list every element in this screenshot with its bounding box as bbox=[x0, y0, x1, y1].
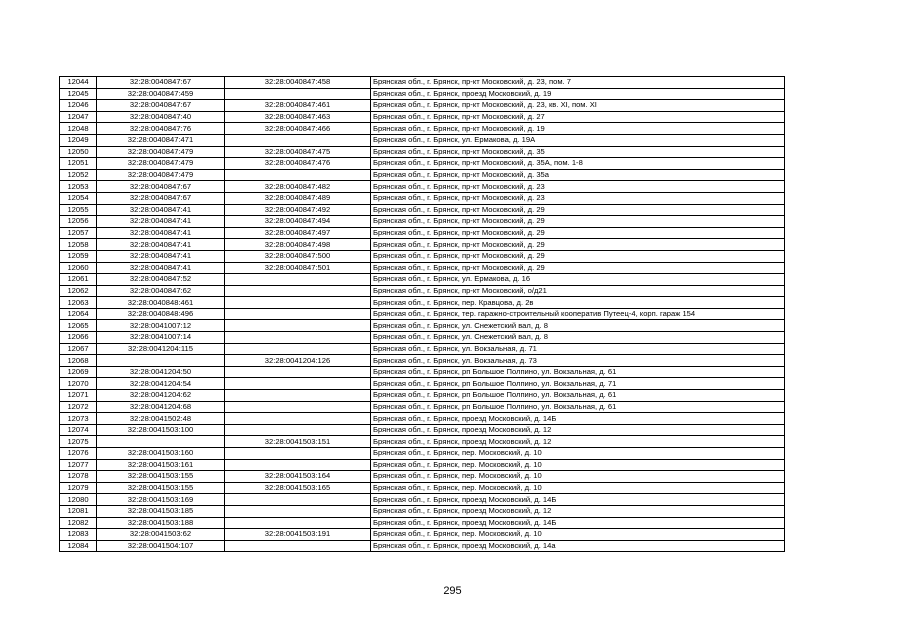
cadastral-number-cell: 32:28:0040847:41 bbox=[97, 250, 225, 262]
address-cell: Брянская обл., г. Брянск, пер. Кравцова, д. 2в bbox=[371, 297, 785, 309]
object-number-cell bbox=[225, 274, 371, 286]
cadastral-number-cell: 32:28:0040847:67 bbox=[97, 77, 225, 89]
address-cell: Брянская обл., г. Брянск, пр-кт Московский, д. 29 bbox=[371, 216, 785, 228]
address-cell: Брянская обл., г. Брянск, пер. Московский, д. 10 bbox=[371, 482, 785, 494]
cadastral-number-cell: 32:28:0040847:479 bbox=[97, 169, 225, 181]
address-cell: Брянская обл., г. Брянск, пр-кт Московский, д. 35А, пом. 1-8 bbox=[371, 158, 785, 170]
object-number-cell bbox=[225, 366, 371, 378]
table-row bbox=[60, 134, 785, 146]
row-number-cell: 12048 bbox=[60, 123, 97, 135]
object-number-cell: 32:28:0041503:165 bbox=[225, 482, 371, 494]
table-row bbox=[60, 448, 785, 460]
table-row bbox=[60, 216, 785, 228]
row-number-cell: 12084 bbox=[60, 540, 97, 552]
row-number-cell: 12061 bbox=[60, 274, 97, 286]
table-row bbox=[60, 471, 785, 483]
table-row bbox=[60, 308, 785, 320]
cadastral-number-cell: 32:28:0041204:68 bbox=[97, 401, 225, 413]
cadastral-number-cell: 32:28:0041502:48 bbox=[97, 413, 225, 425]
object-number-cell: 32:28:0040847:476 bbox=[225, 158, 371, 170]
address-cell: Брянская обл., г. Брянск, проезд Московский, д. 14а bbox=[371, 540, 785, 552]
address-cell: Брянская обл., г. Брянск, пер. Московский, д. 10 bbox=[371, 448, 785, 460]
object-number-cell: 32:28:0040847:466 bbox=[225, 123, 371, 135]
object-number-cell: 32:28:0040847:500 bbox=[225, 250, 371, 262]
cadastral-number-cell: 32:28:0041503:188 bbox=[97, 517, 225, 529]
table-row bbox=[60, 262, 785, 274]
row-number-cell: 12067 bbox=[60, 343, 97, 355]
address-cell: Брянская обл., г. Брянск, пр-кт Московский, д. 35а bbox=[371, 169, 785, 181]
row-number-cell: 12069 bbox=[60, 366, 97, 378]
address-cell: Брянская обл., г. Брянск, пр-кт Московский, д. 35 bbox=[371, 146, 785, 158]
row-number-cell: 12081 bbox=[60, 505, 97, 517]
address-cell: Брянская обл., г. Брянск, пр-кт Московский, д. 23, кв. XI, пом. XI bbox=[371, 100, 785, 112]
cadastral-number-cell: 32:28:0040847:479 bbox=[97, 146, 225, 158]
address-cell: Брянская обл., г. Брянск, пр-кт Московский, д. 29 bbox=[371, 227, 785, 239]
table-row bbox=[60, 424, 785, 436]
table-row bbox=[60, 239, 785, 251]
row-number-cell: 12078 bbox=[60, 471, 97, 483]
object-number-cell bbox=[225, 343, 371, 355]
row-number-cell: 12068 bbox=[60, 355, 97, 367]
table-row bbox=[60, 378, 785, 390]
page-number: 295 bbox=[443, 585, 462, 597]
cadastral-number-cell: 32:28:0040847:41 bbox=[97, 227, 225, 239]
table-row bbox=[60, 285, 785, 297]
table-row bbox=[60, 204, 785, 216]
row-number-cell: 12051 bbox=[60, 158, 97, 170]
object-number-cell: 32:28:0041503:151 bbox=[225, 436, 371, 448]
table-row bbox=[60, 77, 785, 89]
row-number-cell: 12062 bbox=[60, 285, 97, 297]
row-number-cell: 12072 bbox=[60, 401, 97, 413]
cadastral-number-cell bbox=[97, 436, 225, 448]
row-number-cell: 12056 bbox=[60, 216, 97, 228]
object-number-cell bbox=[225, 332, 371, 344]
object-number-cell: 32:28:0041503:191 bbox=[225, 529, 371, 541]
cadastral-number-cell: 32:28:0040848:461 bbox=[97, 297, 225, 309]
row-number-cell: 12064 bbox=[60, 308, 97, 320]
cadastral-number-cell: 32:28:0040847:41 bbox=[97, 216, 225, 228]
address-cell: Брянская обл., г. Брянск, проезд Московский, д. 14Б bbox=[371, 413, 785, 425]
cadastral-number-cell: 32:28:0041503:62 bbox=[97, 529, 225, 541]
row-number-cell: 12050 bbox=[60, 146, 97, 158]
table-row bbox=[60, 494, 785, 506]
object-number-cell bbox=[225, 424, 371, 436]
row-number-cell: 12075 bbox=[60, 436, 97, 448]
row-number-cell: 12045 bbox=[60, 88, 97, 100]
cadastral-number-cell: 32:28:0040847:76 bbox=[97, 123, 225, 135]
cadastral-number-cell: 32:28:0041503:155 bbox=[97, 482, 225, 494]
row-number-cell: 12046 bbox=[60, 100, 97, 112]
address-cell: Брянская обл., г. Брянск, проезд Московский, д. 12 bbox=[371, 436, 785, 448]
table-row bbox=[60, 366, 785, 378]
address-cell: Брянская обл., г. Брянск, проезд Московский, д. 19 bbox=[371, 88, 785, 100]
cadastral-number-cell: 32:28:0041503:161 bbox=[97, 459, 225, 471]
cadastral-number-cell: 32:28:0041503:185 bbox=[97, 505, 225, 517]
address-cell: Брянская обл., г. Брянск, проезд Московский, д. 12 bbox=[371, 505, 785, 517]
cadastral-number-cell: 32:28:0040847:40 bbox=[97, 111, 225, 123]
table-row bbox=[60, 274, 785, 286]
cadastral-number-cell: 32:28:0040847:67 bbox=[97, 192, 225, 204]
cadastral-number-cell: 32:28:0040847:52 bbox=[97, 274, 225, 286]
table-row bbox=[60, 320, 785, 332]
row-number-cell: 12059 bbox=[60, 250, 97, 262]
table-row bbox=[60, 192, 785, 204]
object-number-cell bbox=[225, 517, 371, 529]
row-number-cell: 12054 bbox=[60, 192, 97, 204]
row-number-cell: 12055 bbox=[60, 204, 97, 216]
cadastral-number-cell: 32:28:0041007:14 bbox=[97, 332, 225, 344]
address-cell: Брянская обл., г. Брянск, рп Большое Полпино, ул. Вокзальная, д. 71 bbox=[371, 378, 785, 390]
object-number-cell: 32:28:0040847:492 bbox=[225, 204, 371, 216]
address-cell: Брянская обл., г. Брянск, ул. Вокзальная, д. 73 bbox=[371, 355, 785, 367]
table-row bbox=[60, 297, 785, 309]
cadastral-number-cell: 32:28:0040847:62 bbox=[97, 285, 225, 297]
address-cell: Брянская обл., г. Брянск, рп Большое Полпино, ул. Вокзальная, д. 61 bbox=[371, 366, 785, 378]
cadastral-number-cell: 32:28:0041204:50 bbox=[97, 366, 225, 378]
address-cell: Брянская обл., г. Брянск, пр-кт Московский, д. 23 bbox=[371, 192, 785, 204]
object-number-cell bbox=[225, 378, 371, 390]
table-row bbox=[60, 529, 785, 541]
object-number-cell: 32:28:0040847:463 bbox=[225, 111, 371, 123]
object-number-cell bbox=[225, 448, 371, 460]
row-number-cell: 12076 bbox=[60, 448, 97, 460]
object-number-cell bbox=[225, 494, 371, 506]
object-number-cell bbox=[225, 169, 371, 181]
table-row bbox=[60, 169, 785, 181]
address-cell: Брянская обл., г. Брянск, ул. Вокзальная, д. 71 bbox=[371, 343, 785, 355]
address-cell: Брянская обл., г. Брянск, пр-кт Московский, д. 19 bbox=[371, 123, 785, 135]
table-row bbox=[60, 413, 785, 425]
object-number-cell bbox=[225, 285, 371, 297]
address-cell: Брянская обл., г. Брянск, рп Большое Полпино, ул. Вокзальная, д. 61 bbox=[371, 401, 785, 413]
table-row bbox=[60, 227, 785, 239]
object-number-cell: 32:28:0041503:164 bbox=[225, 471, 371, 483]
cadastral-number-cell: 32:28:0040848:496 bbox=[97, 308, 225, 320]
table-row bbox=[60, 100, 785, 112]
address-cell: Брянская обл., г. Брянск, пр-кт Московский, д. 29 bbox=[371, 262, 785, 274]
row-number-cell: 12080 bbox=[60, 494, 97, 506]
address-cell: Брянская обл., г. Брянск, пр-кт Московский, д. 29 bbox=[371, 239, 785, 251]
address-cell: Брянская обл., г. Брянск, пер. Московский, д. 10 bbox=[371, 459, 785, 471]
cadastral-number-cell: 32:28:0040847:67 bbox=[97, 100, 225, 112]
object-number-cell bbox=[225, 134, 371, 146]
cadastral-number-cell: 32:28:0041204:115 bbox=[97, 343, 225, 355]
object-number-cell: 32:28:0040847:497 bbox=[225, 227, 371, 239]
object-number-cell: 32:28:0040847:501 bbox=[225, 262, 371, 274]
address-cell: Брянская обл., г. Брянск, пр-кт Московский, д. 29 bbox=[371, 204, 785, 216]
cadastral-number-cell: 32:28:0040847:41 bbox=[97, 239, 225, 251]
row-number-cell: 12066 bbox=[60, 332, 97, 344]
cadastral-number-cell: 32:28:0040847:41 bbox=[97, 204, 225, 216]
address-cell: Брянская обл., г. Брянск, пер. Московский, д. 10 bbox=[371, 471, 785, 483]
row-number-cell: 12052 bbox=[60, 169, 97, 181]
cadastral-number-cell: 32:28:0041503:155 bbox=[97, 471, 225, 483]
table-body bbox=[60, 77, 785, 552]
table-row bbox=[60, 482, 785, 494]
object-number-cell bbox=[225, 505, 371, 517]
object-number-cell: 32:28:0040847:461 bbox=[225, 100, 371, 112]
cadastral-number-cell: 32:28:0041504:107 bbox=[97, 540, 225, 552]
cadastral-number-cell: 32:28:0040847:41 bbox=[97, 262, 225, 274]
row-number-cell: 12083 bbox=[60, 529, 97, 541]
row-number-cell: 12060 bbox=[60, 262, 97, 274]
cadastral-table bbox=[59, 76, 785, 552]
address-cell: Брянская обл., г. Брянск, ул. Снежетский вал, д. 8 bbox=[371, 332, 785, 344]
row-number-cell: 12053 bbox=[60, 181, 97, 193]
table-row bbox=[60, 390, 785, 402]
object-number-cell bbox=[225, 413, 371, 425]
address-cell: Брянская обл., г. Брянск, пр-кт Московский, д. 23 bbox=[371, 181, 785, 193]
object-number-cell bbox=[225, 308, 371, 320]
address-cell: Брянская обл., г. Брянск, пр-кт Московский, о/д21 bbox=[371, 285, 785, 297]
object-number-cell bbox=[225, 540, 371, 552]
cadastral-number-cell: 32:28:0040847:479 bbox=[97, 158, 225, 170]
row-number-cell: 12077 bbox=[60, 459, 97, 471]
object-number-cell bbox=[225, 297, 371, 309]
address-cell: Брянская обл., г. Брянск, тер. гаражно-строительный кооператив Путеец-4, корп. гараж 154 bbox=[371, 308, 785, 320]
cadastral-number-cell: 32:28:0041204:54 bbox=[97, 378, 225, 390]
cadastral-number-cell: 32:28:0040847:459 bbox=[97, 88, 225, 100]
address-cell: Брянская обл., г. Брянск, пр-кт Московский, д. 29 bbox=[371, 250, 785, 262]
table-row bbox=[60, 146, 785, 158]
row-number-cell: 12063 bbox=[60, 297, 97, 309]
object-number-cell bbox=[225, 320, 371, 332]
row-number-cell: 12065 bbox=[60, 320, 97, 332]
address-cell: Брянская обл., г. Брянск, ул. Ермакова, д. 16 bbox=[371, 274, 785, 286]
table-row bbox=[60, 459, 785, 471]
address-cell: Брянская обл., г. Брянск, ул. Ермакова, д. 19А bbox=[371, 134, 785, 146]
address-cell: Брянская обл., г. Брянск, ул. Снежетский вал, д. 8 bbox=[371, 320, 785, 332]
table-row bbox=[60, 401, 785, 413]
address-cell: Брянская обл., г. Брянск, проезд Московский, д. 14Б bbox=[371, 517, 785, 529]
address-cell: Брянская обл., г. Брянск, проезд Московский, д. 12 bbox=[371, 424, 785, 436]
address-cell: Брянская обл., г. Брянск, пр-кт Московский, д. 27 bbox=[371, 111, 785, 123]
object-number-cell: 32:28:0040847:475 bbox=[225, 146, 371, 158]
row-number-cell: 12073 bbox=[60, 413, 97, 425]
cadastral-number-cell: 32:28:0041503:160 bbox=[97, 448, 225, 460]
table-row bbox=[60, 123, 785, 135]
object-number-cell: 32:28:0040847:458 bbox=[225, 77, 371, 89]
object-number-cell: 32:28:0040847:498 bbox=[225, 239, 371, 251]
table-row bbox=[60, 250, 785, 262]
row-number-cell: 12071 bbox=[60, 390, 97, 402]
table-row bbox=[60, 88, 785, 100]
row-number-cell: 12070 bbox=[60, 378, 97, 390]
object-number-cell: 32:28:0041204:126 bbox=[225, 355, 371, 367]
row-number-cell: 12082 bbox=[60, 517, 97, 529]
cadastral-number-cell: 32:28:0040847:471 bbox=[97, 134, 225, 146]
object-number-cell bbox=[225, 88, 371, 100]
object-number-cell: 32:28:0040847:494 bbox=[225, 216, 371, 228]
cadastral-number-cell: 32:28:0041007:12 bbox=[97, 320, 225, 332]
row-number-cell: 12058 bbox=[60, 239, 97, 251]
table-row bbox=[60, 517, 785, 529]
row-number-cell: 12057 bbox=[60, 227, 97, 239]
table-row bbox=[60, 181, 785, 193]
address-cell: Брянская обл., г. Брянск, пр-кт Московский, д. 23, пом. 7 bbox=[371, 77, 785, 89]
address-cell: Брянская обл., г. Брянск, проезд Московский, д. 14Б bbox=[371, 494, 785, 506]
cadastral-number-cell: 32:28:0041503:100 bbox=[97, 424, 225, 436]
cadastral-number-cell bbox=[97, 355, 225, 367]
row-number-cell: 12044 bbox=[60, 77, 97, 89]
row-number-cell: 12049 bbox=[60, 134, 97, 146]
table-row bbox=[60, 540, 785, 552]
table-row bbox=[60, 158, 785, 170]
table-row bbox=[60, 436, 785, 448]
row-number-cell: 12079 bbox=[60, 482, 97, 494]
row-number-cell: 12047 bbox=[60, 111, 97, 123]
cadastral-number-cell: 32:28:0040847:67 bbox=[97, 181, 225, 193]
object-number-cell bbox=[225, 401, 371, 413]
address-cell: Брянская обл., г. Брянск, пер. Московский, д. 10 bbox=[371, 529, 785, 541]
table-row bbox=[60, 505, 785, 517]
table-row bbox=[60, 332, 785, 344]
table-row bbox=[60, 343, 785, 355]
object-number-cell bbox=[225, 390, 371, 402]
table-row bbox=[60, 355, 785, 367]
address-cell: Брянская обл., г. Брянск, рп Большое Полпино, ул. Вокзальная, д. 61 bbox=[371, 390, 785, 402]
table-row bbox=[60, 111, 785, 123]
object-number-cell: 32:28:0040847:489 bbox=[225, 192, 371, 204]
cadastral-number-cell: 32:28:0041503:169 bbox=[97, 494, 225, 506]
object-number-cell: 32:28:0040847:482 bbox=[225, 181, 371, 193]
object-number-cell bbox=[225, 459, 371, 471]
cadastral-number-cell: 32:28:0041204:62 bbox=[97, 390, 225, 402]
row-number-cell: 12074 bbox=[60, 424, 97, 436]
